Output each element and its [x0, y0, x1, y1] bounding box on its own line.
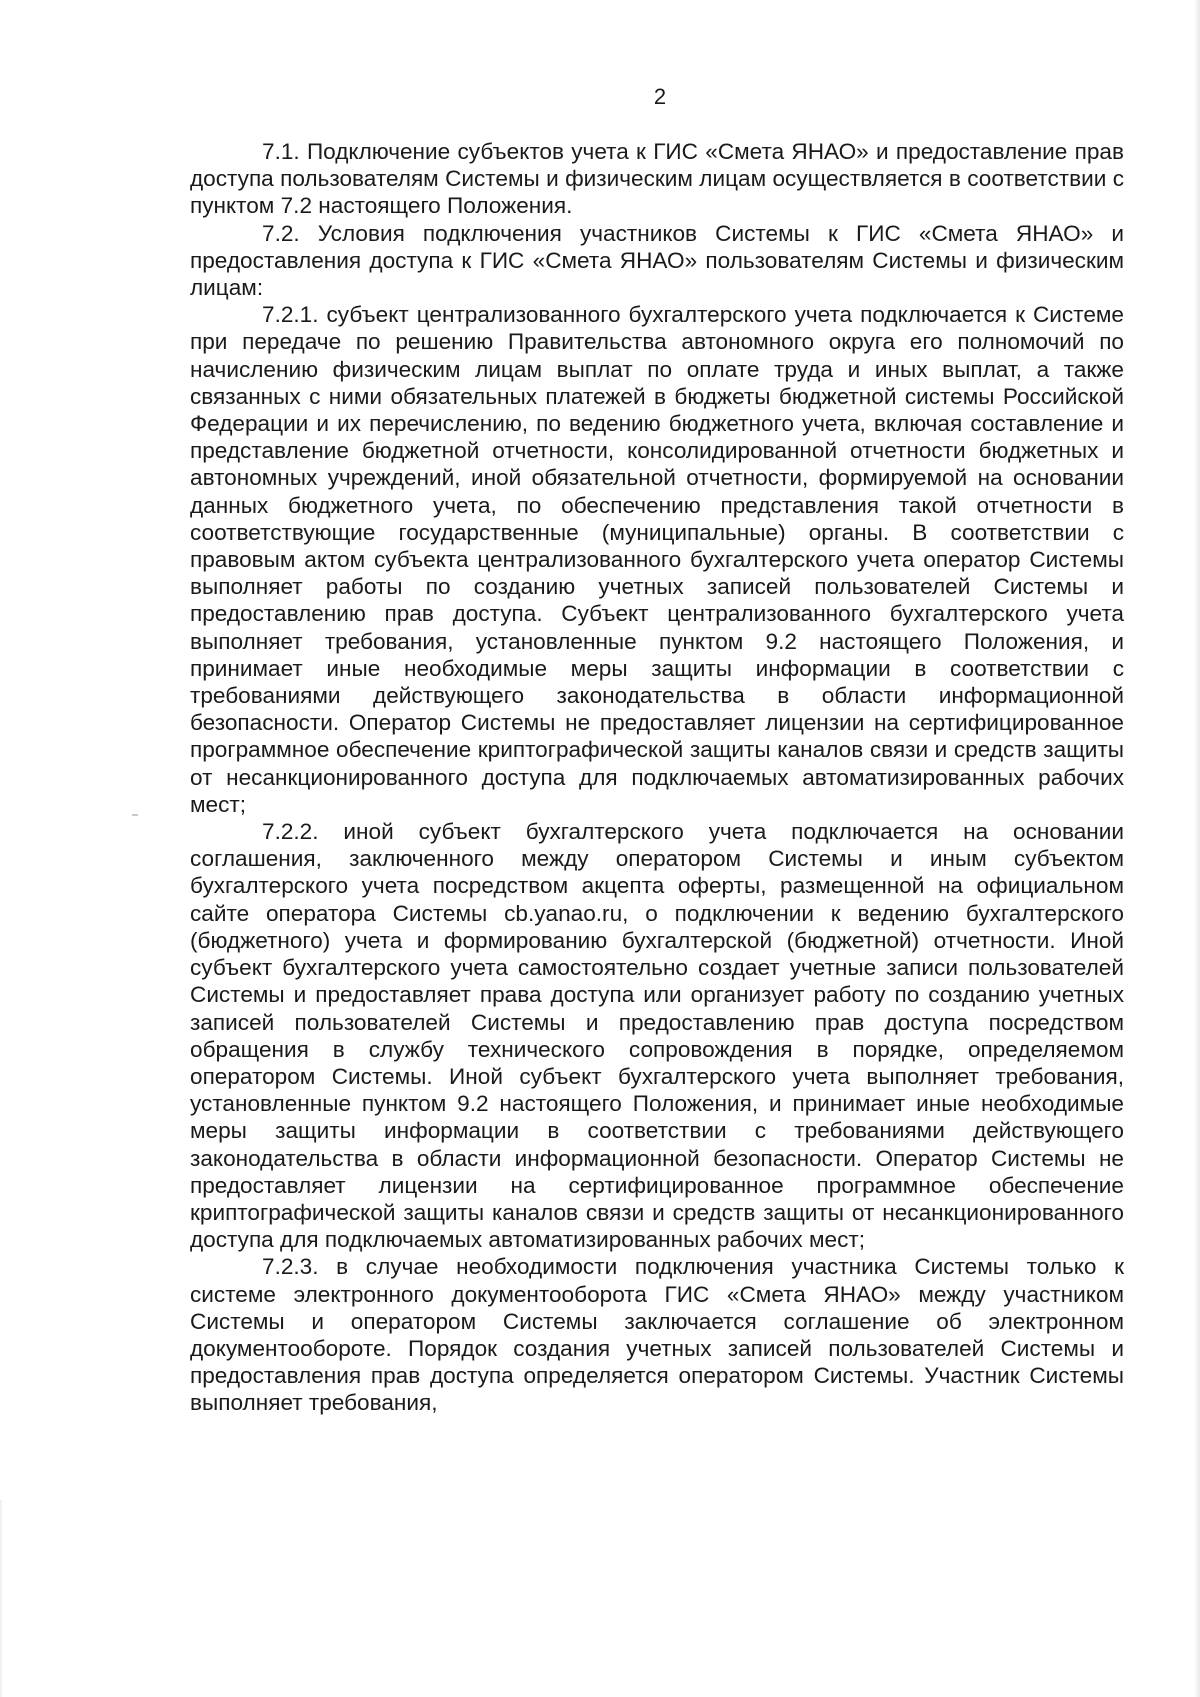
document-body	[190, 138, 1124, 1417]
page-number: 2	[653, 84, 667, 109]
paragraph-7-2-3: 7.2.3. в случае необходимости подключения участника Системы только к системе электронного документооборота ГИС «Смета ЯНАО» между участником Системы и оператором Системы заключается соглашение об электронном документообороте. Порядок создания учетных записей пользователей Системы и предоставления прав доступа определяется оператором Системы. Участник Системы выполняет требования,	[190, 1254, 1124, 1416]
scan-edge-right	[1194, 0, 1200, 1697]
paragraph-7-2-2: 7.2.2. иной субъект бухгалтерского учета подключается на основании соглашения, заключенного между оператором Системы и иным субъектом бухгалтерского учета посредством акцепта оферты, размещенной на официальном сайте оператора Системы cb.yanao.ru, о подключении к ведению бухгалтерского (бюджетного) учета и формированию бухгалтерской (бюджетной) отчетности. Иной субъект бухгалтерского учета самостоятельно создает учетные записи пользователей Системы и предоставляет права доступа или организует работу по созданию учетных записей пользователей Системы и предоставлению прав доступа посредством обращения в службу технического сопровождения в порядке, определяемом оператором Системы. Иной субъект бухгалтерского учета выполняет требования, установленные пунктом 9.2 настоящего Положения, и принимает иные необходимые меры защиты информации в соответствии с требованиями действующего законодательства в области информационной безопасности. Оператор Системы не предоставляет лицензии на сертифицированное программное обеспечение криптографической защиты каналов связи и средств защиты от несанкционированного доступа для подключаемых автоматизированных рабочих мест;	[190, 819, 1124, 1253]
scan-edge-left	[0, 1500, 3, 1697]
paragraph-7-2: 7.2. Условия подключения участников Системы к ГИС «Смета ЯНАО» и предоставления доступа к ГИС «Смета ЯНАО» пользователям Системы и физическим лицам:	[190, 220, 1124, 301]
paragraph-7-1: 7.1. Подключение субъектов учета к ГИС «Смета ЯНАО» и предоставление прав доступа пользователям Системы и физическим лицам осуществляется в соответствии с пунктом 7.2 настоящего Положения.	[190, 139, 1124, 219]
scan-mark	[132, 814, 138, 816]
paragraph-7-2-1: 7.2.1. субъект централизованного бухгалтерского учета подключается к Системе при передаче по решению Правительства автономного округа его полномочий по начислению физическим лицам выплат по оплате труда и иных выплат, а также связанных с ними обязательных платежей в бюджеты бюджетной системы Российской Федерации и их перечислению, по ведению бюджетного учета, включая составление и представление бюджетной отчетности, консолидированной отчетности бюджетных и автономных учреждений, иной обязательной отчетности, формируемой на основании данных бюджетного учета, по обеспечению представления такой отчетности в соответствующие государственные (муниципальные) органы. В соответствии с правовым актом субъекта централизованного бухгалтерского учета оператор Системы выполняет работы по созданию учетных записей пользователей Системы и предоставлению прав доступа. Субъект централизованного бухгалтерского учета выполняет требования, установленные пунктом 9.2 настоящего Положения, и принимает иные необходимые меры защиты информации в соответствии с требованиями действующего законодательства в области информационной безопасности. Оператор Системы не предоставляет лицензии на сертифицированное программное обеспечение криптографической защиты каналов связи и средств защиты от несанкционированного доступа для подключаемых автоматизированных рабочих мест;	[190, 302, 1124, 817]
